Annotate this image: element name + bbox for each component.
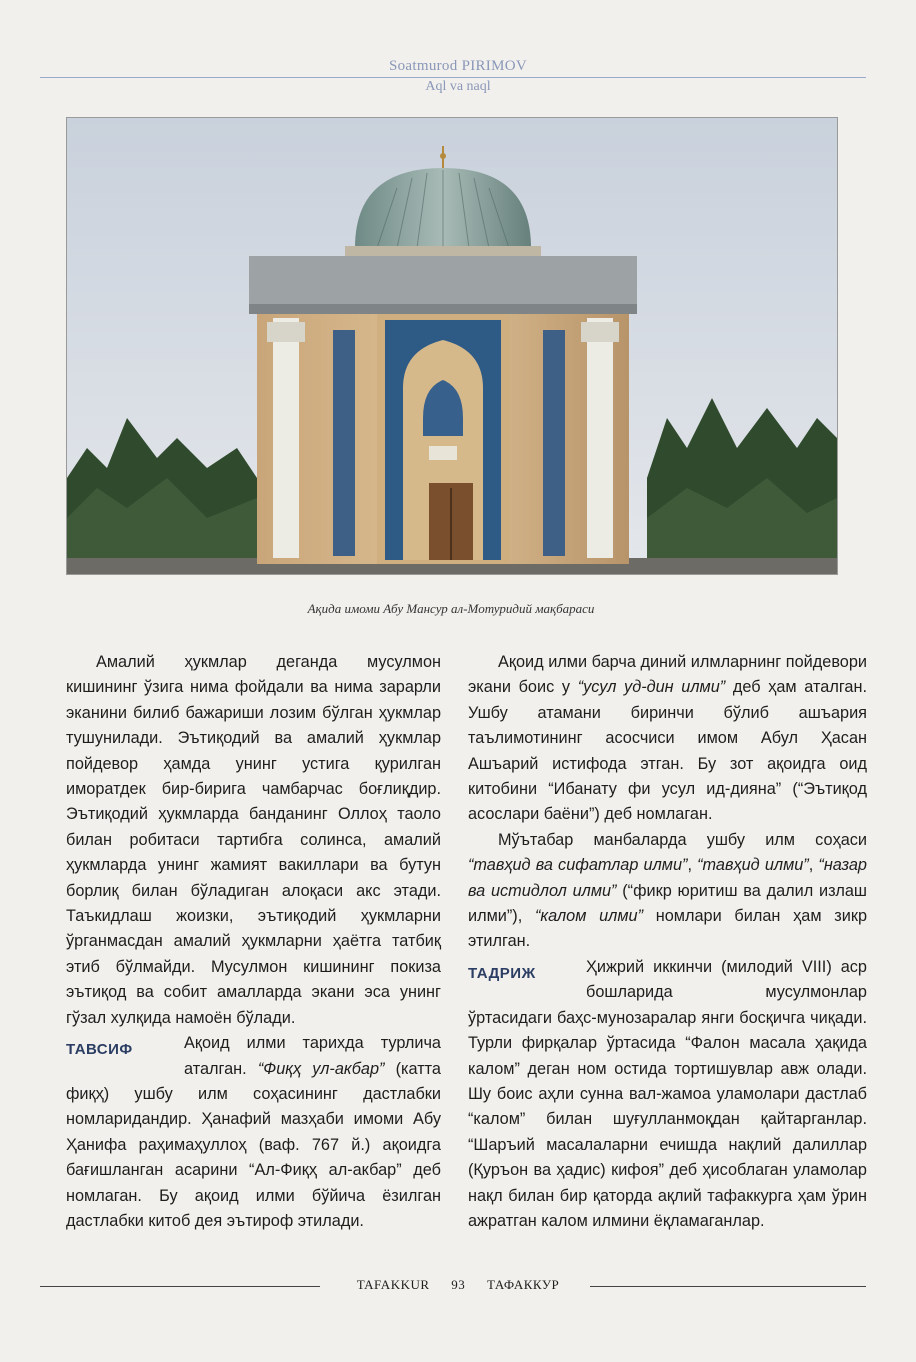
mausoleum-photo xyxy=(66,117,838,575)
section-head-tadrij: ТАДРИЖ xyxy=(468,964,536,982)
running-head-author: Soatmurod PIRIMOV xyxy=(388,58,528,74)
left-column xyxy=(66,650,441,1234)
page-number: 93 xyxy=(451,1277,466,1292)
right-column xyxy=(468,650,867,1234)
footer-journal-cyrillic: ТАФАККУР xyxy=(487,1277,560,1292)
right-paragraph-1: Ақоид илми барча диний илмларнинг пойдевори экани боис у “усул уд-дин илми” деб ҳам аталган. Ушбу атамани биринчи бўлиб ашъария таълимотининг асосчиси имом Абул Ҳасан Ашъарий истифода этган. Бу зот ақоидга оид китобини “Ибанату фи усул ид-дияна” (“Эътиқод асослари баёни”) деб номлаган. xyxy=(468,653,867,824)
header-rule xyxy=(40,77,866,78)
right-paragraph-3: Ҳижрий иккинчи (милодий VIII) аср бошларида мусулмонлар ўртасидаги баҳс-мунозаралар янги босқичга чиқади. Турли фирқалар ўртасида “Фалон масала ҳақида калом” деган ном остида тортишувлар авж олади. Шу боис аҳли сунна вал-жамоа уламолари дастлаб “калом” билан шуғулланмоқдан қайтарганлар. “Шаръий масалаларни ечишда нақлий далиллар (Қуръон ва ҳадис) кифоя” деб ҳисоблаган уламолар нақл билан бир қаторда ақлий тафаккурга ҳам ўрин ажратган калом илмини ёқламаганлар. xyxy=(468,957,867,1230)
photo-caption: Ақида имоми Абу Мансур ал-Мотуридий мақбараси xyxy=(307,601,595,616)
left-paragraph-2: Ақоид илми тарихда турлича аталган. “Фиқҳ ул-акбар” (катта фиқҳ) ушбу илм соҳасининг дастлабки номларидандир. Ҳанафий мазҳаби имоми Абу Ҳанифа раҳимаҳуллоҳ (ваф. 767 й.) ақоидга бағишланган асарини “Ал-Фиқҳ ал-акбар” деб номлаган. Бу ақоид илми бўйича ёзилган дастлабки китоб дея эътироф этилади. xyxy=(66,1034,441,1230)
right-paragraph-2: Мўътабар манбаларда ушбу илм соҳаси “тавҳид ва сифатлар илми”, “тавҳид илми”, “назар ва истидлол илми” (“фикр юритиш ва далил излаш илми”), “калом илми” номлари билан ҳам зикр этилган. xyxy=(468,830,867,951)
running-head-subtitle: Aql va naql xyxy=(425,79,491,94)
page-footer xyxy=(0,1277,916,1293)
footer-journal-latin: TAFAKKUR xyxy=(356,1277,430,1292)
left-paragraph-1: Амалий ҳукмлар деганда мусулмон кишининг ўзига нима фойдали ва нима зарарли эканини билиб бажариши лозим бўлган ҳукмлар тушунилади. Эътиқодий ва амалий ҳукмлар пойдевор ҳамда унинг устига қурилган иморатдек бир-бирига чамбарчас боғлиқдир. Эътиқодий ҳукмларда банданинг Оллоҳ таоло билан робитаси тартибга солинса, амалий ҳукмларда унинг жамият вакиллари ва бутун борлиқ билан бўладиган алоқаси акс этади. Таъкидлаш жоизки, эътиқодий ҳукмларни ўрганмасдан амалий ҳукмларни ҳаётга татбиқ этиб бўлмайди. Мусулмон кишининг покиза эътиқод ва собит амалларда экани эса унинг гўзал хулқида намоён бўлади. xyxy=(66,653,441,1027)
section-head-tavsif: ТАВСИФ xyxy=(66,1041,133,1059)
